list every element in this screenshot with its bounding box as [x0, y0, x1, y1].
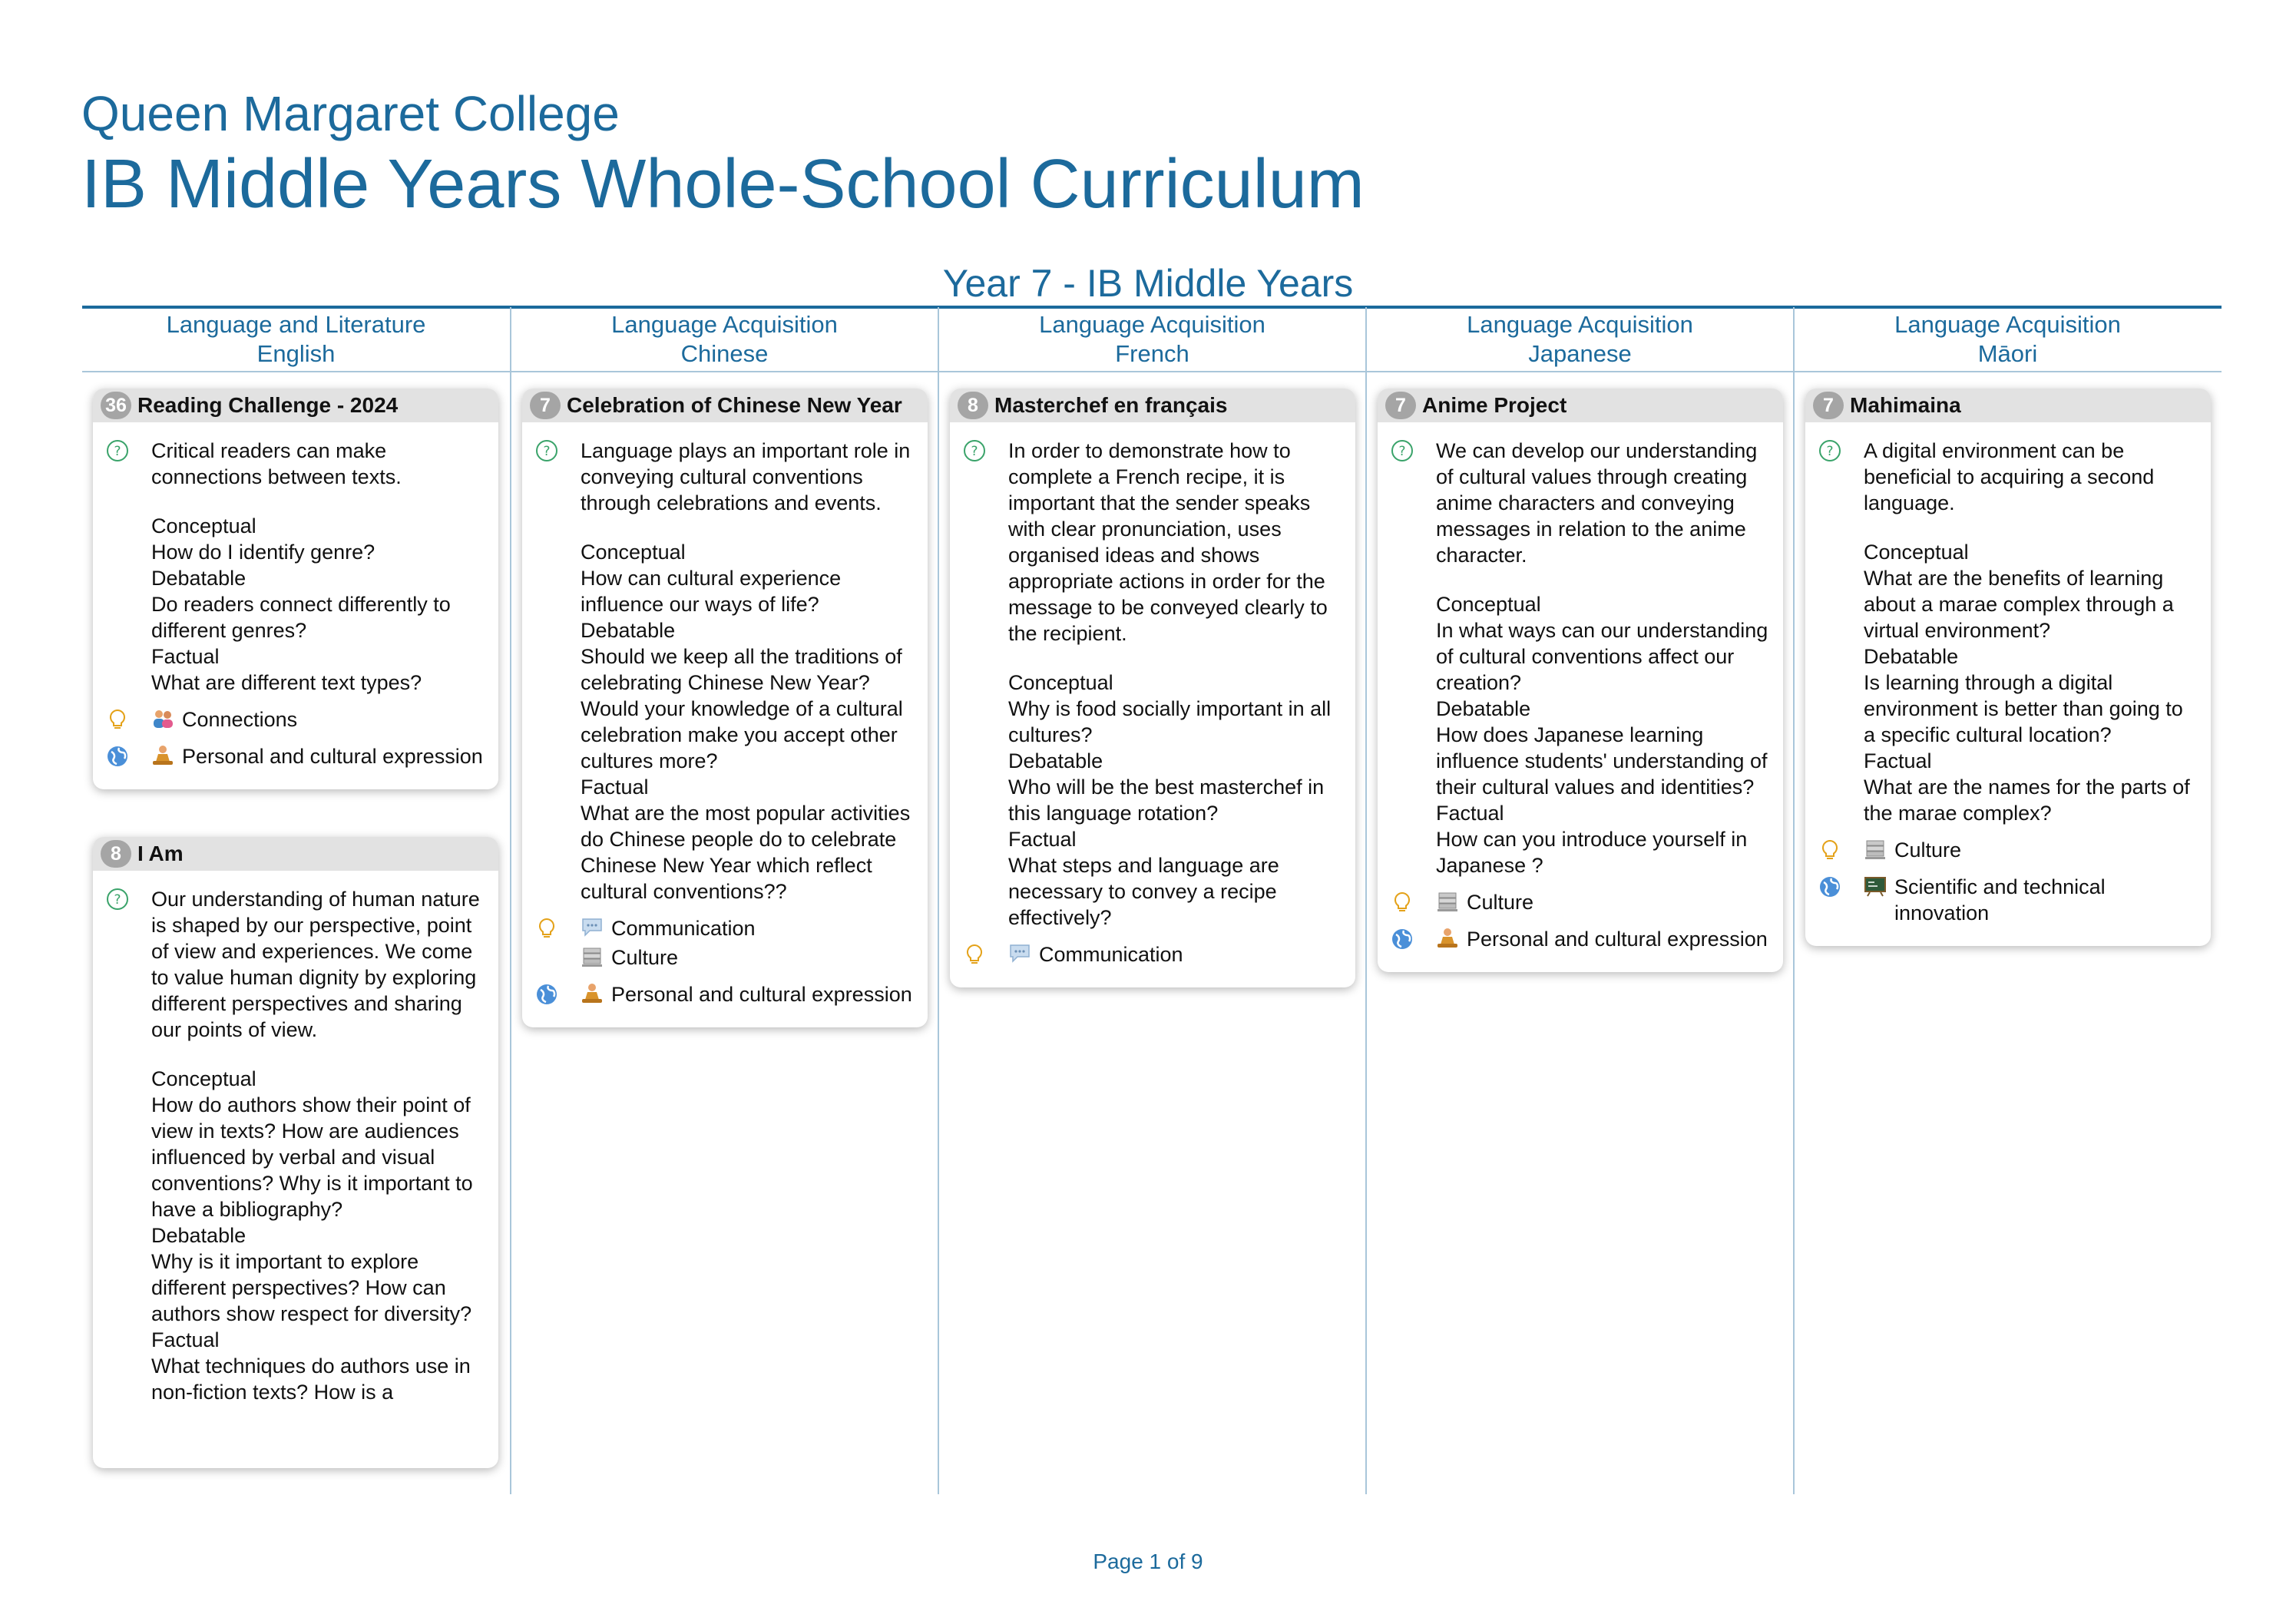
- lightbulb-icon: [962, 942, 987, 967]
- unit-title: Anime Project: [1422, 393, 1567, 417]
- unit-card[interactable]: [93, 837, 498, 1468]
- subject-language: Japanese: [1528, 340, 1632, 367]
- key-concept-label: Communication: [1039, 943, 1183, 966]
- unit-header: [1378, 389, 1783, 422]
- page-number: Page 1 of 9: [1093, 1550, 1203, 1573]
- person-meditating-icon: [151, 745, 174, 766]
- subject-group: Language Acquisition: [611, 311, 838, 338]
- duration-badge: 7: [1385, 392, 1416, 419]
- statement-of-inquiry: Language plays an important role in conveying cultural conventions through celebrations and events.: [581, 439, 911, 514]
- global-context-label: Personal and cultural expression: [182, 745, 483, 768]
- people-icon: [151, 708, 174, 729]
- svg-text:?: ?: [971, 444, 978, 459]
- subject-group: Language Acquisition: [1894, 311, 2121, 338]
- lightbulb-icon: [105, 707, 130, 732]
- statement-of-inquiry: We can develop our understanding of cultural values through creating anime characters and conveying messages in relation to the anime character.: [1436, 439, 1758, 567]
- unit-header: [1805, 389, 2211, 422]
- key-concept-label: Culture: [1894, 838, 1962, 862]
- globe-icon: [105, 744, 130, 769]
- unit-title: Mahimaina: [1850, 393, 1961, 417]
- speech-bubble-icon: [581, 917, 604, 938]
- globe-icon: [1818, 875, 1842, 899]
- school-name: Queen Margaret College: [81, 86, 620, 141]
- lightbulb-icon: [1818, 838, 1842, 862]
- column-header: [1367, 310, 1793, 369]
- inquiry-questions: Conceptual Why is food socially important in all cultures? Debatable Who will be the best masterchef in this language rotation? Factual What steps and language are necessary to convey a recipe effectively?: [1008, 671, 1332, 929]
- duration-badge: 36: [101, 392, 131, 419]
- svg-text:?: ?: [1398, 444, 1406, 459]
- books-icon: [1436, 891, 1459, 912]
- global-context-label: Personal and cultural expression: [611, 983, 912, 1006]
- question-circle-icon: [1390, 438, 1414, 463]
- column-header: [939, 310, 1365, 369]
- lightbulb-icon: [1390, 890, 1414, 915]
- unit-header: [950, 389, 1355, 422]
- question-circle-icon: [1818, 438, 1842, 463]
- chalkboard-icon: [1864, 875, 1887, 897]
- statement-of-inquiry: In order to demonstrate how to complete a French recipe, it is important that the sender speaks with clear pronunciation, uses organised ideas and shows appropriate actions in order for the message to be conveyed clearly to the recipient.: [1008, 439, 1328, 645]
- duration-badge: 7: [1813, 392, 1844, 419]
- statement-of-inquiry: A digital environment can be beneficial to acquiring a second language.: [1864, 439, 2155, 514]
- books-icon: [1864, 838, 1887, 860]
- svg-text:?: ?: [543, 444, 551, 459]
- question-circle-icon: [105, 438, 130, 463]
- unit-card[interactable]: [93, 389, 498, 789]
- duration-badge: 8: [101, 840, 131, 868]
- question-circle-icon: [962, 438, 987, 463]
- inquiry-questions: Conceptual What are the benefits of learning about a marae complex through a virtual environment? Debatable Is learning through a digital environment is better than going to a specific cultural location? Factual What are the names for the parts of the marae complex?: [1864, 541, 2190, 825]
- global-context-label: Scientific and technical innovation: [1894, 875, 2106, 924]
- column-header: [1795, 310, 2221, 369]
- unit-card[interactable]: [1378, 389, 1783, 972]
- unit-header: [93, 837, 498, 871]
- column-french: [938, 307, 1365, 1494]
- lightbulb-icon: [534, 916, 559, 941]
- subject-group: Language Acquisition: [1039, 311, 1265, 338]
- key-concept-label: Connections: [182, 708, 298, 731]
- unit-title: Celebration of Chinese New Year: [567, 393, 902, 417]
- person-meditating-icon: [581, 983, 604, 1004]
- globe-icon: [1390, 927, 1414, 951]
- unit-title: Masterchef en français: [994, 393, 1228, 417]
- duration-badge: 7: [530, 392, 561, 419]
- statement-of-inquiry: Critical readers can make connections between texts.: [151, 439, 402, 488]
- speech-bubble-icon: [1008, 943, 1031, 964]
- inquiry-questions: Conceptual How do authors show their point of view in texts? How are audiences influenced by verbal and visual conventions? Why is it important to have a bibliography? Debatable Why is it important to explore different perspectives? How can authors show respect for diversity? Factual What techniques do authors use in non-fiction texts? How is a: [151, 1067, 473, 1404]
- year-heading: Year 7 - IB Middle Years: [942, 262, 1354, 305]
- subject-language: Chinese: [680, 340, 769, 367]
- column-english: [82, 307, 510, 1494]
- statement-of-inquiry: Our understanding of human nature is shaped by our perspective, point of view and experiences. We come to value human dignity by exploring different perspectives and sharing our points of view.: [151, 888, 480, 1041]
- unit-header: [522, 389, 928, 422]
- svg-text:?: ?: [1826, 444, 1834, 459]
- person-meditating-icon: [1436, 928, 1459, 949]
- unit-card[interactable]: [1805, 389, 2211, 946]
- books-icon: [581, 946, 604, 967]
- svg-text:?: ?: [114, 444, 121, 459]
- unit-card[interactable]: [522, 389, 928, 1027]
- svg-text:?: ?: [114, 892, 121, 908]
- global-context-label: Personal and cultural expression: [1467, 928, 1768, 951]
- subject-language: French: [1115, 340, 1189, 367]
- subject-language: Māori: [1977, 340, 2038, 367]
- page-title: IB Middle Years Whole-School Curriculum: [81, 146, 1365, 223]
- duration-badge: 8: [958, 392, 988, 419]
- globe-icon: [534, 982, 559, 1007]
- key-concept-label: Culture: [611, 946, 679, 969]
- unit-title: Reading Challenge - 2024: [137, 393, 399, 417]
- key-concept-label: Communication: [611, 917, 756, 940]
- subject-language: English: [256, 340, 336, 367]
- column-header: [511, 310, 938, 369]
- column-chinese: [510, 307, 938, 1494]
- unit-header: [93, 389, 498, 422]
- inquiry-questions: Conceptual In what ways can our understanding of cultural conventions affect our creation? Debatable How does Japanese learning influence students' understanding of their cultural values and identities? Factual How can you introduce yourself in Japanese ?: [1436, 593, 1768, 877]
- column-header: [82, 310, 510, 369]
- unit-card[interactable]: [950, 389, 1355, 987]
- unit-title: I Am: [137, 842, 184, 865]
- question-circle-icon: [105, 887, 130, 911]
- column-japanese: [1365, 307, 1793, 1494]
- question-circle-icon: [534, 438, 559, 463]
- subject-group: Language and Literature: [166, 311, 426, 338]
- key-concept-label: Culture: [1467, 891, 1534, 914]
- inquiry-questions: Conceptual How can cultural experience influence our ways of life? Debatable Should we keep all the traditions of celebrating Chinese New Year? Would your knowledge of a cultural celebration make you accept other cultures more? Factual What are the most popular activities do Chinese people do to celebrate Chinese New Year which reflect cultural conventions??: [581, 541, 911, 903]
- column-maori: [1793, 307, 2221, 1494]
- inquiry-questions: Conceptual How do I identify genre? Debatable Do readers connect differently to different genres? Factual What are different text types?: [151, 514, 451, 694]
- subject-group: Language Acquisition: [1467, 311, 1693, 338]
